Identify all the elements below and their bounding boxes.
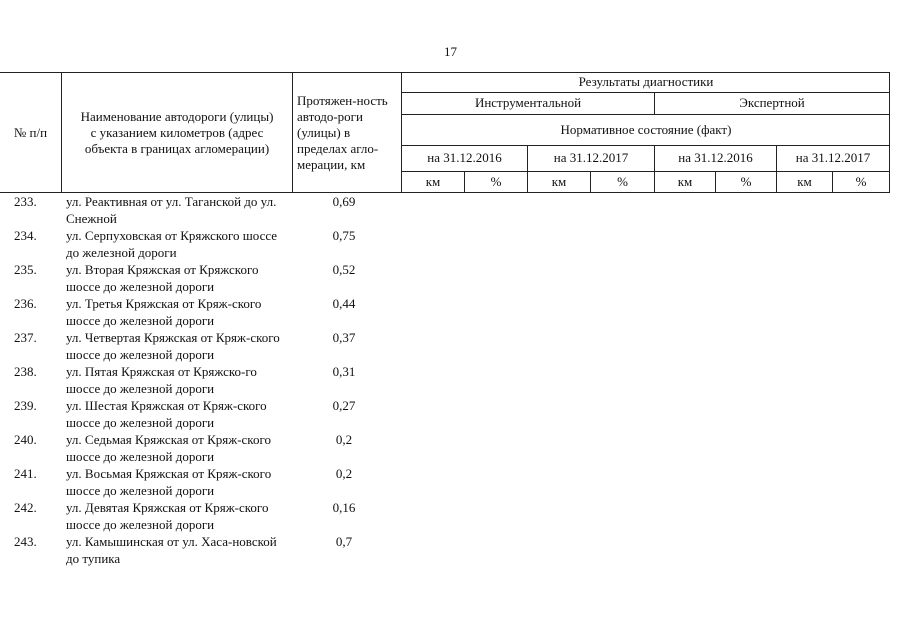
row-number: 234. — [14, 228, 37, 243]
row-road-name: ул. Четвертая Кряжская от Кряж-ского шоссе до железной дороги — [66, 330, 280, 362]
row-length: 0,16 — [332, 500, 356, 515]
row-road-name: ул. Серпуховская от Кряжского шоссе до железной дороги — [66, 228, 278, 260]
row-road-name: ул. Пятая Кряжская от Кряжско-го шоссе до железной дороги — [66, 364, 257, 396]
table-row — [0, 397, 905, 431]
header-unit-pct-1: % — [490, 174, 502, 189]
table-row — [0, 193, 905, 227]
table-row — [0, 363, 905, 397]
header-vline-2 — [292, 72, 293, 193]
row-length: 0,7 — [335, 534, 353, 549]
row-road-name: ул. Камышинская от ул. Хаса-новской до тупика — [66, 534, 277, 566]
header-unit-pct-3: % — [740, 174, 752, 189]
table-row — [0, 329, 905, 363]
row-length: 0,75 — [332, 228, 356, 243]
row-number: 242. — [14, 500, 37, 515]
header-date-2: на 31.12.2017 — [553, 150, 629, 165]
row-number: 236. — [14, 296, 37, 311]
row-length: 0,27 — [332, 398, 356, 413]
row-road-name: ул. Шестая Кряжская от Кряж-ского шоссе до железной дороги — [66, 398, 267, 430]
row-length: 0,2 — [335, 432, 353, 447]
row-number: 233. — [14, 194, 37, 209]
header-unit-pct-4: % — [855, 174, 867, 189]
row-length: 0,52 — [332, 262, 356, 277]
row-number: 239. — [14, 398, 37, 413]
row-length: 0,31 — [332, 364, 356, 379]
row-road-name: ул. Вторая Кряжская от Кряжского шоссе до железной дороги — [66, 262, 259, 294]
header-num: № п/п — [13, 124, 48, 140]
table-header — [0, 72, 890, 193]
header-name: Наименование автодороги (улицы) с указанием километров (адрес объекта в границах агломерации) — [80, 108, 274, 156]
header-unit-km-1: км — [425, 174, 441, 189]
table-row — [0, 295, 905, 329]
row-length: 0,44 — [332, 296, 356, 311]
header-date-1: на 31.12.2016 — [427, 150, 502, 165]
row-number: 243. — [14, 534, 37, 549]
table-row — [0, 465, 905, 499]
row-number: 241. — [14, 466, 37, 481]
header-length: Протяжен-ность автодо-роги (улицы) в пределах агло-мерации, км — [297, 92, 388, 172]
header-results: Результаты диагностики — [578, 74, 714, 89]
header-instrumental: Инструментальной — [474, 95, 582, 110]
table-row — [0, 261, 905, 295]
header-expert: Экспертной — [739, 95, 805, 110]
row-road-name: ул. Восьмая Кряжская от Кряж-ского шоссе до железной дороги — [66, 466, 272, 498]
row-road-name: ул. Реактивная от ул. Таганской до ул. Снежной — [66, 194, 277, 226]
row-road-name: ул. Седьмая Кряжская от Кряж-ского шоссе до железной дороги — [66, 432, 271, 464]
row-number: 238. — [14, 364, 37, 379]
row-number: 237. — [14, 330, 37, 345]
row-length: 0,69 — [332, 194, 356, 209]
row-number: 235. — [14, 262, 37, 277]
table-row — [0, 499, 905, 533]
header-date-4: на 31.12.2017 — [795, 150, 871, 165]
header-norm-state: Нормативное состояние (факт) — [560, 121, 732, 137]
header-unit-km-4: км — [797, 174, 812, 189]
header-unit-km-3: км — [677, 174, 693, 189]
header-vline-1 — [61, 72, 62, 193]
row-number: 240. — [14, 432, 37, 447]
header-unit-pct-2: % — [617, 174, 628, 189]
row-length: 0,37 — [332, 330, 356, 345]
row-road-name: ул. Третья Кряжская от Кряж-ского шоссе до железной дороги — [66, 296, 262, 328]
row-length: 0,2 — [335, 466, 353, 481]
row-road-name: ул. Девятая Кряжская от Кряж-ского шоссе до железной дороги — [66, 500, 269, 532]
page-number: 17 — [444, 44, 457, 59]
table-row — [0, 533, 905, 567]
header-date-3: на 31.12.2016 — [678, 150, 753, 165]
table-row — [0, 227, 905, 261]
header-unit-km-2: км — [551, 174, 567, 189]
table-row — [0, 431, 905, 465]
